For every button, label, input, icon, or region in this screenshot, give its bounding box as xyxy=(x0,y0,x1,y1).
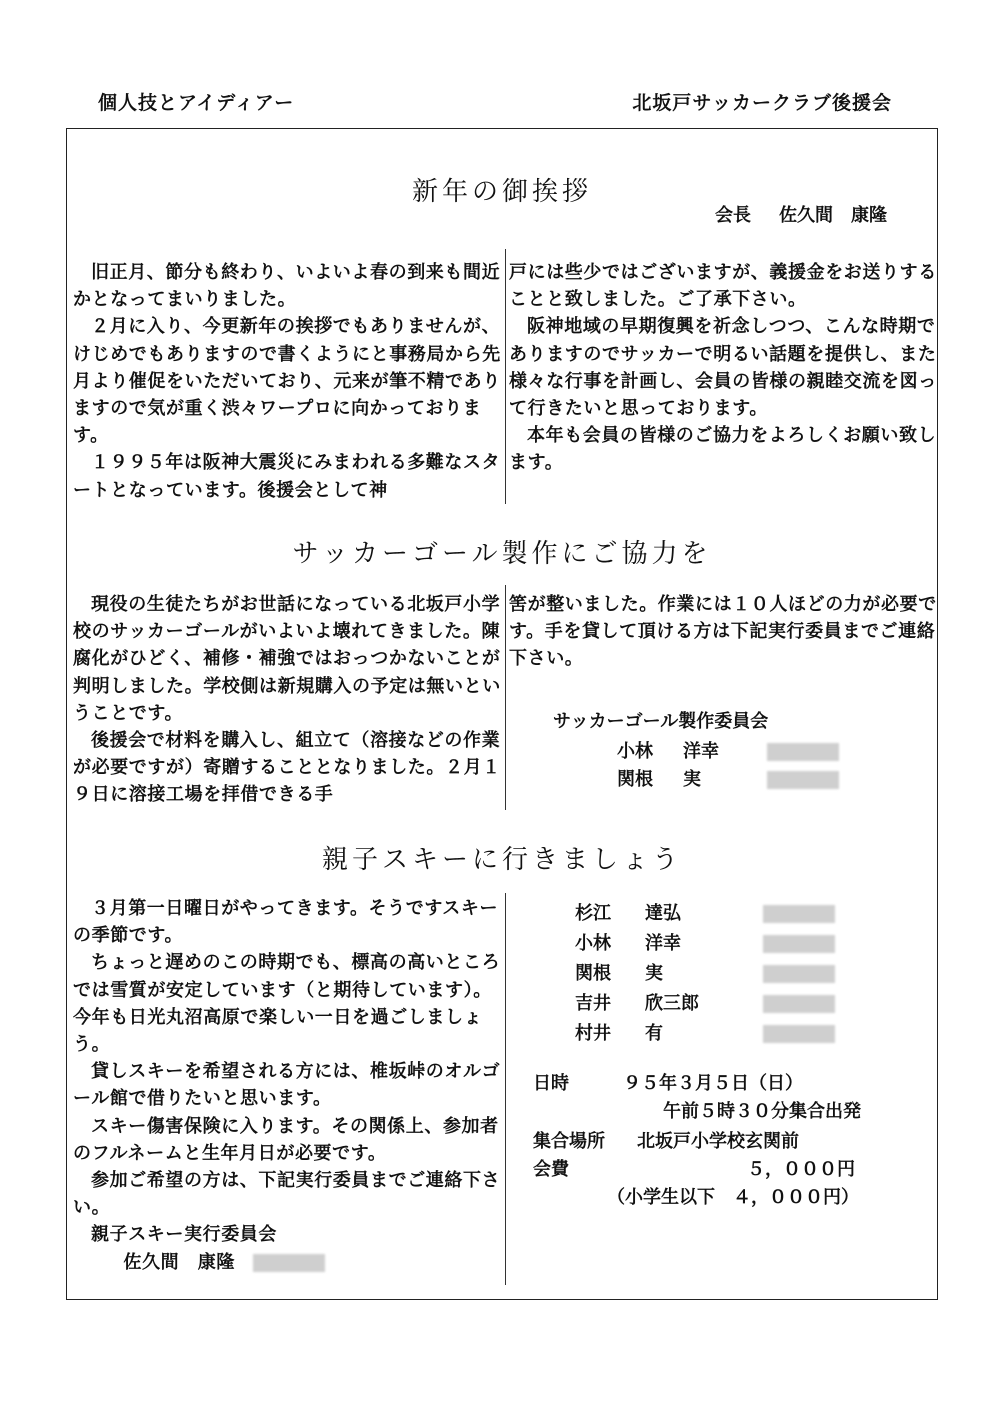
redacted-phone xyxy=(763,995,835,1013)
section2-left-column xyxy=(73,591,501,809)
member-given-name: 洋幸 xyxy=(645,933,681,954)
event-fee-row xyxy=(533,1155,855,1181)
member-surname: 杉江 xyxy=(575,903,611,924)
member-surname: 小林 xyxy=(575,933,611,954)
event-fee-label: 会費 xyxy=(533,1159,569,1180)
paragraph: 筈が整いました。作業には１０人ほどの力が必要です。手を貸して頂ける方は下記実行委員までご連絡下さい。 xyxy=(509,594,937,670)
redacted-phone xyxy=(767,743,839,761)
section1-title: 新年の御挨拶 xyxy=(411,177,592,207)
event-date-value: ９５年３月５日（日） xyxy=(623,1073,803,1094)
paragraph: 阪神地域の早期復興を祈念しつつ、こんな時期でありますのでサッカーで明るい話題を提供し、また様々な行事を計画し、会員の皆様の親睦交流を図って行きたいと思っております。 xyxy=(509,316,937,420)
event-fee-value: ５，０００円 xyxy=(747,1159,855,1180)
section1-left-column xyxy=(73,259,501,504)
paragraph: ちょっと遅めのこの時期でも、標高の高いところでは雪質が安定しています（と期待しています）。今年も日光丸沼高原で楽しい一日を過ごしましょう。 xyxy=(73,952,501,1056)
event-place-value: 北坂戸小学校玄関前 xyxy=(637,1131,799,1152)
member-given-name: 欣三郎 xyxy=(645,993,699,1014)
newsletter-frame xyxy=(66,128,938,1300)
column-divider xyxy=(505,893,506,1285)
member-surname: 関根 xyxy=(575,963,611,984)
header-right: 北坂戸サッカークラブ後援会 xyxy=(632,92,892,114)
event-date-label: 日時 xyxy=(533,1073,569,1094)
member-given-name: 洋幸 xyxy=(683,741,719,762)
paragraph: ２月に入り、今更新年の挨拶でもありませんが、けじめでもありますので書くようにと事務局から先月より催促をいただいており、元来が筆不精でありますので気が重く渋々ワープロに向かっております。 xyxy=(73,316,501,447)
section1-right-column xyxy=(509,259,937,477)
paragraph: 貸しスキーを希望される方には、椎坂峠のオルゴール館で借りたいと思います。 xyxy=(73,1061,501,1110)
event-place-label: 集合場所 xyxy=(533,1131,605,1152)
member-surname: 吉井 xyxy=(575,993,611,1014)
member-given-name: 実 xyxy=(645,963,663,984)
redacted-phone xyxy=(763,935,835,953)
ski-committee-chair xyxy=(73,1249,501,1276)
goal-committee-member xyxy=(617,737,839,763)
redacted-phone xyxy=(763,965,835,983)
member-surname: 小林 xyxy=(617,741,653,762)
member-given-name: 達弘 xyxy=(645,903,681,924)
section3-title: 親子スキーに行きましょう xyxy=(321,845,682,875)
event-place-row xyxy=(533,1127,799,1153)
event-date-row xyxy=(533,1069,803,1095)
paragraph: スキー傷害保険に入ります。その関係上、参加者のフルネームと生年月日が必要です。 xyxy=(73,1115,499,1164)
redacted-phone xyxy=(253,1254,325,1272)
paragraph: 後援会で材料を購入し、組立て（溶接などの作業が必要ですが）寄贈することとなりました。２月１９日に溶接工場を拝借できる手 xyxy=(73,730,501,806)
column-divider xyxy=(505,585,506,810)
goal-committee-member xyxy=(617,765,839,791)
paragraph: 参加ご希望の方は、下記実行委員までご連絡下さい。 xyxy=(73,1170,501,1219)
ski-committee-member xyxy=(575,899,835,929)
ski-committee-member xyxy=(575,929,835,959)
ski-committee-name: 親子スキー実行委員会 xyxy=(91,1224,277,1246)
redacted-phone xyxy=(763,905,835,923)
redacted-phone xyxy=(763,1025,835,1043)
chair-name: 佐久間 康隆 xyxy=(123,1251,235,1273)
section1-name: 佐久間 康隆 xyxy=(779,205,887,226)
paragraph: 現役の生徒たちがお世話になっている北坂戸小学校のサッカーゴールがいよいよ壊れてきました。陳腐化がひどく、補修・補強ではおっつかないことが判明しました。学校側は新規購入の予定は無いということです。 xyxy=(73,594,501,724)
paragraph: 戸には些少ではございますが、義援金をお送りすることと致しました。ご了承下さい。 xyxy=(509,262,937,311)
ski-committee-member xyxy=(575,989,835,1019)
member-given-name: 有 xyxy=(645,1023,663,1044)
goal-committee-name: サッカーゴール製作委員会 xyxy=(553,711,769,732)
section3-left-column xyxy=(73,895,501,1276)
redacted-phone xyxy=(767,771,839,789)
paragraph: １９９５年は阪神大震災にみまわれる多難なスタートとなっています。後援会として神 xyxy=(73,452,501,501)
paragraph: 旧正月、節分も終わり、いよいよ春の到来も間近かとなってまいりました。 xyxy=(73,262,501,311)
paragraph: ３月第一日曜日がやってきます。そうですスキーの季節です。 xyxy=(73,898,499,947)
ski-committee-list xyxy=(575,899,835,1049)
section2-title: サッカーゴール製作にご協力を xyxy=(292,539,712,569)
event-fee-child: （小学生以下 ４，０００円） xyxy=(607,1187,859,1208)
member-given-name: 実 xyxy=(683,769,701,790)
ski-committee-member xyxy=(575,959,835,989)
section1-byline xyxy=(687,201,887,227)
paragraph: 本年も会員の皆様のご協力をよろしくお願い致します。 xyxy=(509,425,937,474)
event-time-value: 午前５時３０分集合出発 xyxy=(663,1101,861,1122)
ski-committee-member xyxy=(575,1019,835,1049)
column-divider xyxy=(505,249,506,504)
member-surname: 村井 xyxy=(575,1023,611,1044)
member-surname: 関根 xyxy=(617,769,653,790)
section1-role: 会長 xyxy=(715,205,751,226)
header-left: 個人技とアイディアー xyxy=(98,92,295,114)
section2-right-column xyxy=(509,591,937,673)
